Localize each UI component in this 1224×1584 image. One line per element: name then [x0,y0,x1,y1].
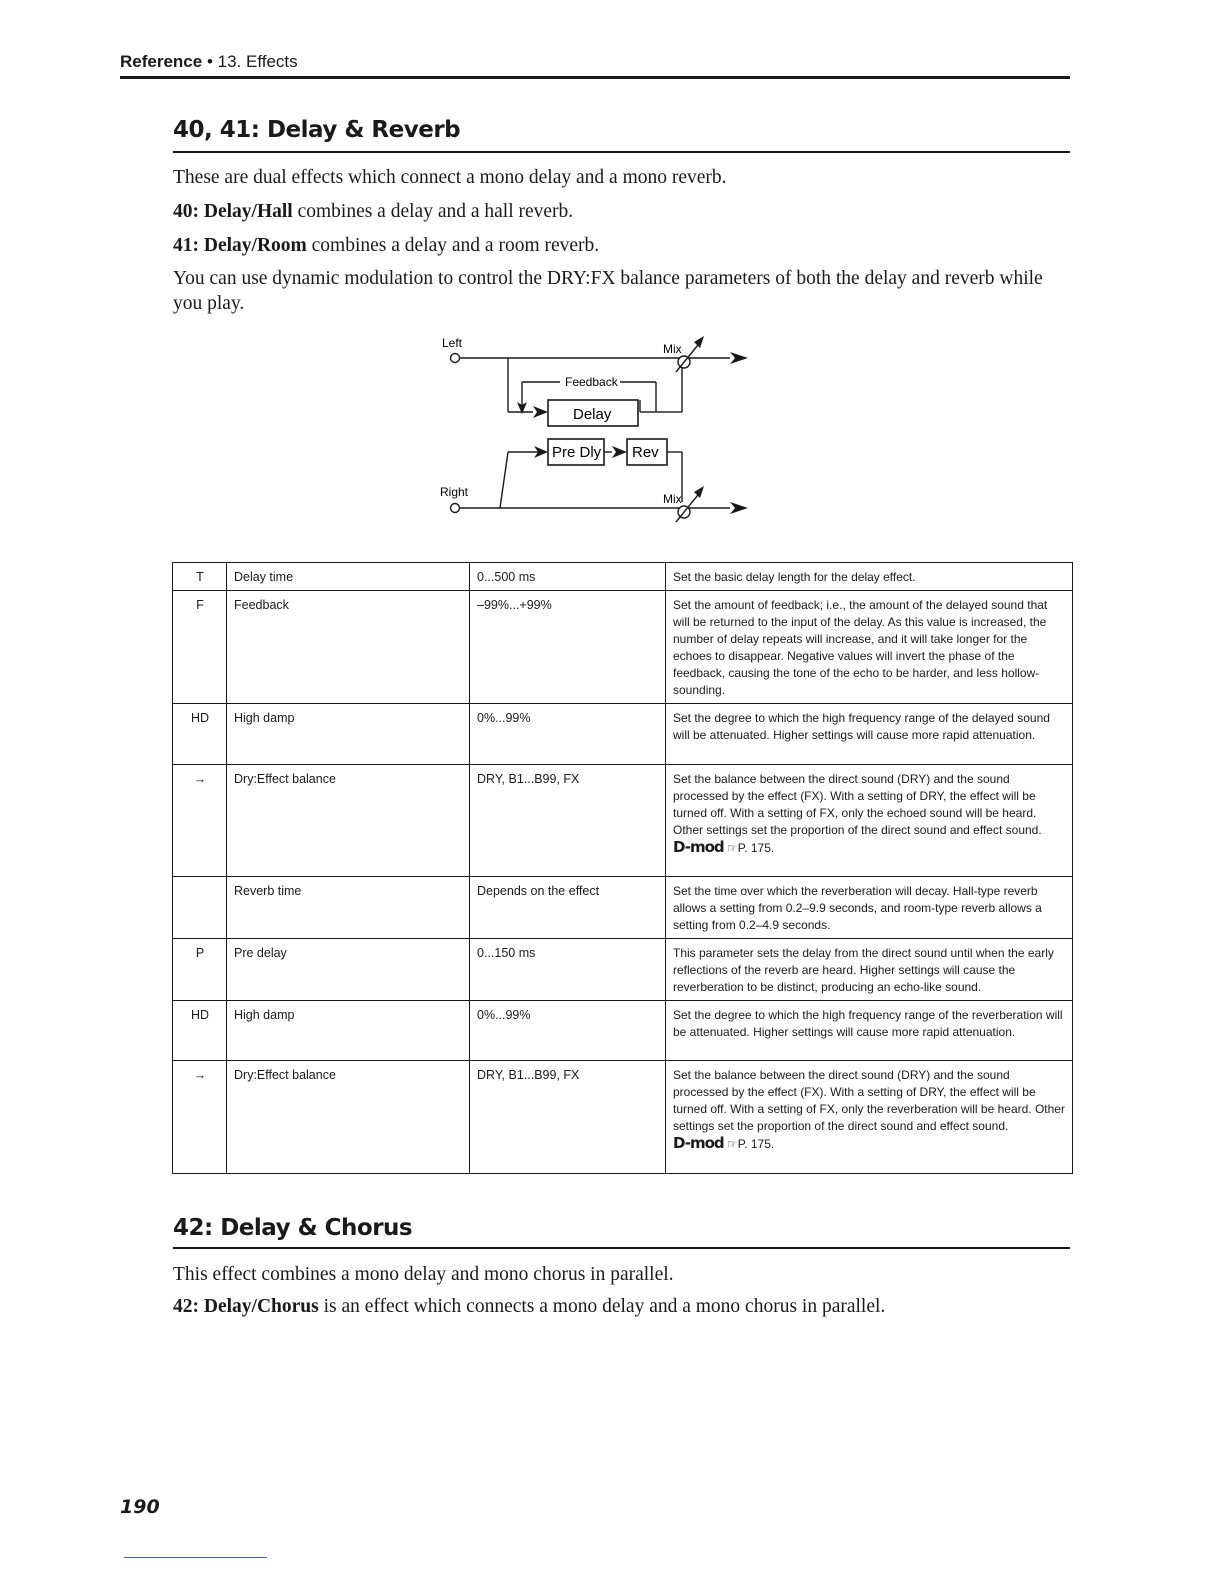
item-40-paragraph [173,199,1073,224]
item-42-text: is an effect which connects a mono delay and a mono chorus in parallel. [318,1296,886,1317]
running-header [120,52,298,72]
header-bullet: • [206,52,213,71]
param-description-cell [666,765,1073,877]
diagram-feedback-label: Feedback [565,375,618,389]
item-42-label: 42: Delay/Chorus [173,1296,319,1317]
param-range: –99%...+99% [470,591,666,704]
param-name: Feedback [227,591,470,704]
dynamic-mod-paragraph: You can use dynamic modulation to control the DRY:FX balance parameters of both the delay and reverb while you play. [173,268,1043,314]
param-name: Reverb time [227,877,470,939]
param-symbol: F [173,591,227,704]
param-name: Dry:Effect balance [227,765,470,877]
param-range: DRY, B1...B99, FX [470,765,666,877]
diagram-mix-top-label: Mix [663,342,682,356]
page-reference-link[interactable]: ☞P. 175. [726,841,775,855]
param-range: 0%...99% [470,1001,666,1061]
table-row [173,765,1073,877]
param-name: Dry:Effect balance [227,1061,470,1174]
item-42-paragraph [173,1294,1073,1319]
item-40-label: 40: Delay/Hall [173,201,293,222]
param-name: High damp [227,704,470,765]
param-range: 0...500 ms [470,563,666,591]
item-41-text: combines a delay and a room reverb. [306,235,600,256]
footer-line [124,1557,267,1558]
parameter-table [172,562,1073,1174]
param-symbol: HD [173,704,227,765]
param-symbol [173,877,227,939]
item-40-text: combines a delay and a hall reverb. [292,201,574,222]
param-range: 0%...99% [470,704,666,765]
param-symbol: T [173,563,227,591]
diagram-delay-label: Delay [573,406,612,423]
dmod-logo: D-mod [673,1134,724,1152]
param-description: Set the amount of feedback; i.e., the amount of the delayed sound that will be returned to the input of the delay. As this value is increased, the number of delay repeats will increase, and it will take longer for the echoes to disappear. Negative values will invert the phase of the feedback, causing the tone of the echo to be harder, and less hollow-sounding. [666,591,1073,704]
param-description: Set the degree to which the high frequency range of the reverberation will be attenuated. Higher settings will cause more rapid attenuation. [666,1001,1073,1061]
param-description: Set the balance between the direct sound (DRY) and the sound processed by the effect (FX). With a setting of DRY, the effect will be turned off. With a setting of FX, only the reverberation will be heard. Other settings set the proportion of the direct sound and effect sound. [673,1068,1065,1133]
section-rule [173,1247,1070,1249]
section-title-delay-chorus: 42: Delay & Chorus [173,1215,413,1241]
table-row [173,877,1073,939]
param-range: 0...150 ms [470,939,666,1001]
param-symbol: P [173,939,227,1001]
intro-paragraph: These are dual effects which connect a mono delay and a mono reverb. [173,167,727,188]
dmod-logo: D-mod [673,838,724,856]
param-name: Delay time [227,563,470,591]
diagram-right-label: Right [440,485,469,499]
diagram-predly-label: Pre Dly [552,444,602,461]
diagram-rev-label: Rev [632,444,659,461]
param-range: Depends on the effect [470,877,666,939]
table-row [173,1061,1073,1174]
table-row [173,591,1073,704]
param-name: High damp [227,1001,470,1061]
diagram-mix-bottom-label: Mix [663,492,682,506]
param-description: Set the basic delay length for the delay effect. [666,563,1073,591]
page-reference-link[interactable]: ☞P. 175. [726,1137,775,1151]
diagram-left-label: Left [442,336,463,350]
item-41-paragraph [173,233,1073,258]
header-rule [120,76,1070,79]
table-row [173,939,1073,1001]
table-row [173,563,1073,591]
section-rule [173,151,1070,153]
page-number: 190 [120,1496,160,1518]
section-title-delay-reverb: 40, 41: Delay & Reverb [173,117,461,143]
item-41-label: 41: Delay/Room [173,235,307,256]
table-row [173,1001,1073,1061]
param-symbol: HD [173,1001,227,1061]
param-description: Set the balance between the direct sound (DRY) and the sound processed by the effect (FX). With a setting of DRY, the effect will be turned off. With a setting of FX, only the echoed sound will be heard. Other settings set the proportion of the direct sound and effect sound. [673,772,1042,837]
param-description: Set the degree to which the high frequency range of the delayed sound will be attenuated. Higher settings will cause more rapid attenuation. [666,704,1073,765]
param-symbol: → [173,1061,227,1174]
param-description-cell [666,1061,1073,1174]
param-symbol: → [173,765,227,877]
signal-flow-diagram [430,330,770,530]
param-description: Set the time over which the reverberation will decay. Hall-type reverb allows a setting from 0.2–9.9 seconds, and room-type reverb allows a setting from 0.2–4.9 seconds. [666,877,1073,939]
param-description: This parameter sets the delay from the direct sound until when the early reflections of the reverb are heard. Higher settings will cause the reverberation to be distinct, producing an echo-like sound. [666,939,1073,1001]
header-chapter: 13. Effects [217,52,298,71]
chorus-intro-paragraph: This effect combines a mono delay and mono chorus in parallel. [173,1264,674,1285]
param-name: Pre delay [227,939,470,1001]
table-row [173,704,1073,765]
header-section: Reference [120,52,203,71]
param-range: DRY, B1...B99, FX [470,1061,666,1174]
